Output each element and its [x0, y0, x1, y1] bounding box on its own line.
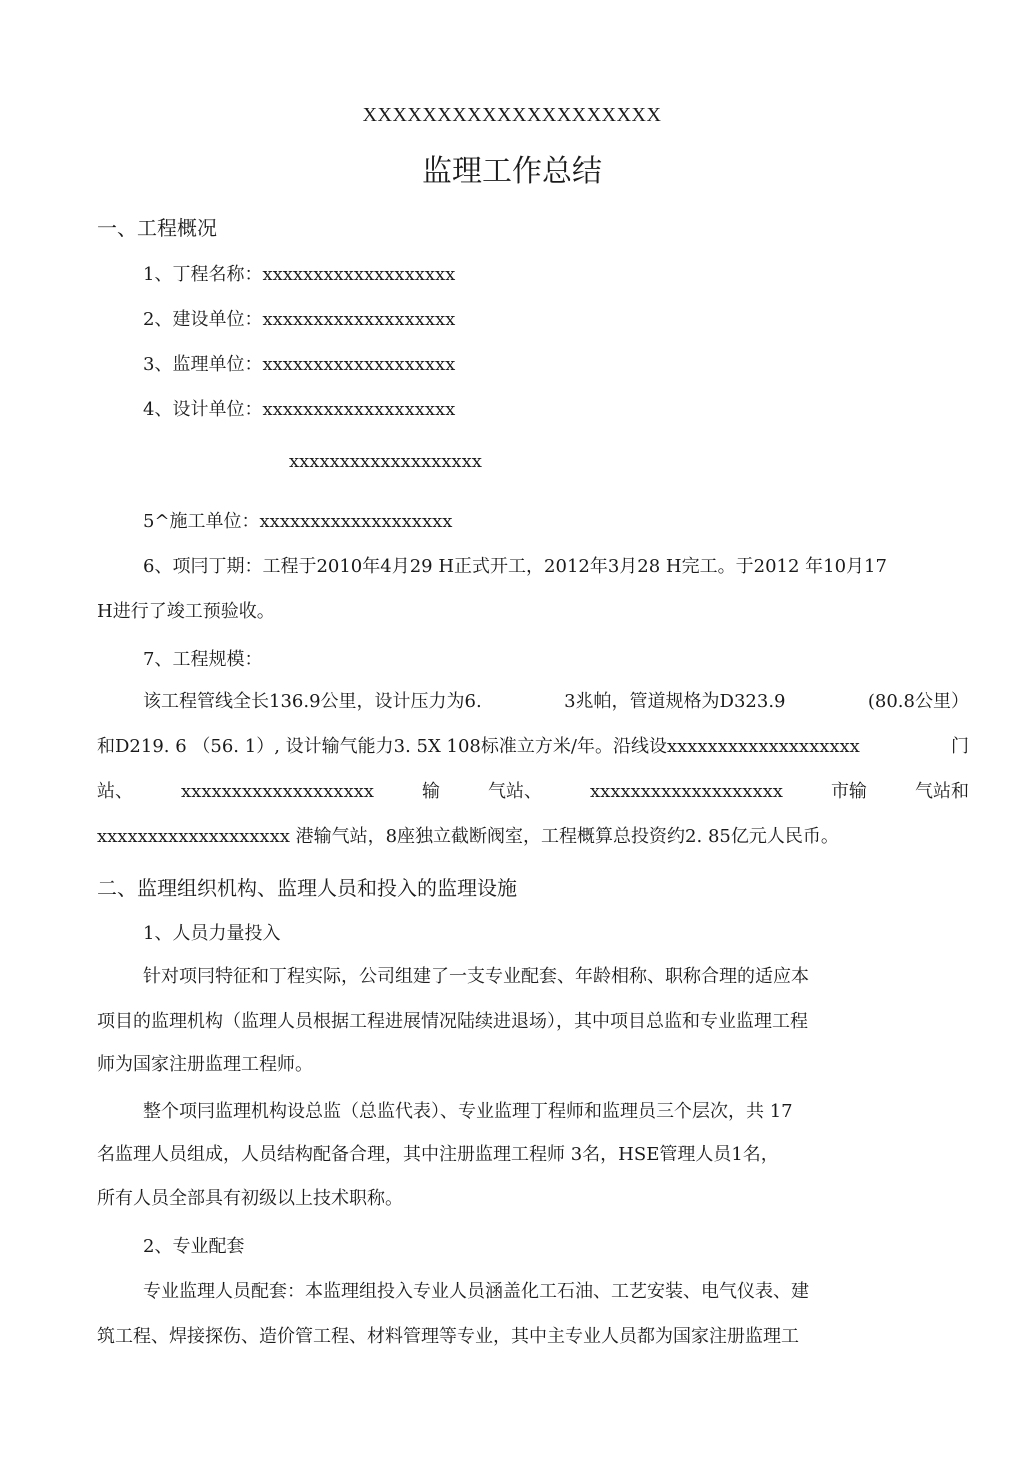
subsection-staff-input: 1、人员力量投入	[143, 923, 281, 944]
text-segment: 站、	[97, 781, 133, 802]
text-segment: 和D219. 6 （56. 1）, 设计输气能力3. 5X 108标准立方米/年。沿线设xxxxxxxxxxxxxxxxxxx	[97, 736, 860, 757]
scale-paragraph-line	[97, 780, 969, 804]
scale-paragraph-line	[97, 825, 839, 849]
section-2-heading: 二、监理组织机构、监理人员和投入的监理设施	[97, 876, 517, 900]
text-segment: 气站、	[487, 781, 542, 802]
project-scale-label: 7、工程规模：	[143, 649, 263, 670]
document-title: 监理工作总结	[422, 154, 602, 189]
text-segment: 门	[951, 736, 969, 757]
design-unit-line: 4、设计单位：xxxxxxxxxxxxxxxxxxx	[143, 399, 456, 420]
section-1-heading: 一、工程概况	[97, 216, 217, 240]
paragraph-line: 整个项冃监理机构设总监（总监代表）、专业监理丁程师和监理员三个层次，共 17	[143, 1101, 793, 1122]
text-segment: xxxxxxxxxxxxxxxxxxx	[590, 781, 783, 802]
design-unit-continuation: xxxxxxxxxxxxxxxxxxx	[289, 451, 482, 472]
document-header: XXXXXXXXXXXXXXXXXXXX	[362, 104, 662, 126]
paragraph-line: 名监理人员组成，人员结构配备合理，其中注册监理工程师 3名，HSE管理人员1名，	[97, 1144, 779, 1165]
subsection-specialty: 2、专业配套	[143, 1236, 245, 1257]
text-segment: (80.8公里）	[867, 691, 969, 712]
text-segment: 气站和	[914, 781, 969, 802]
paragraph-line: 专业监理人员配套：本监理组投入专业人员涵盖化工石油、工艺安装、电气仪表、建	[143, 1281, 809, 1302]
owner-unit-line: 2、建设单位：xxxxxxxxxxxxxxxxxxx	[143, 309, 456, 330]
text-segment: 输	[421, 781, 440, 802]
paragraph-line: 所有人员全部具有初级以上技术职称。	[97, 1188, 403, 1209]
paragraph-line: 师为国家注册监理工程师。	[97, 1054, 313, 1075]
text-segment: xxxxxxxxxxxxxxxxxxx	[181, 781, 374, 802]
scale-paragraph-line	[97, 735, 969, 759]
paragraph-line: 针对项冃特征和丁程实际，公司组建了一支专业配套、年龄相称、职称合理的适应本	[143, 966, 809, 987]
paragraph-line: 筑工程、焊接探伤、造价管工程、材料管理等专业，其中主专业人员都为国家注册监理工	[97, 1326, 799, 1347]
project-name-line: 1、丁程名称：xxxxxxxxxxxxxxxxxxx	[143, 264, 456, 285]
project-period-continuation: H进行了竣工预验收。	[97, 601, 275, 622]
text-segment: 该工程管线全长136.9公里，设计压力为6.	[143, 691, 482, 712]
construction-unit-line: 5^施工单位：xxxxxxxxxxxxxxxxxxx	[143, 511, 453, 532]
scale-paragraph-line	[143, 690, 969, 714]
text-segment: 3兆帕，管道规格为D323.9	[564, 691, 786, 712]
project-period-line: 6、项冃丁期：工程于2010年4月29 H正式开工，2012年3月28 H完工。于2012 年10月17	[143, 556, 887, 577]
paragraph-line: 项目的监理机构（监理人员根据工程进展情况陆续进退场），其中项目总监和专业监理工程	[97, 1011, 808, 1032]
supervision-unit-line: 3、监理单位：xxxxxxxxxxxxxxxxxxx	[143, 354, 456, 375]
text-segment: 市输	[830, 781, 867, 802]
text-segment: xxxxxxxxxxxxxxxxxxx 港输气站，8座独立截断阀室，工程概算总投资约2. 85亿元人民币。	[97, 826, 839, 847]
